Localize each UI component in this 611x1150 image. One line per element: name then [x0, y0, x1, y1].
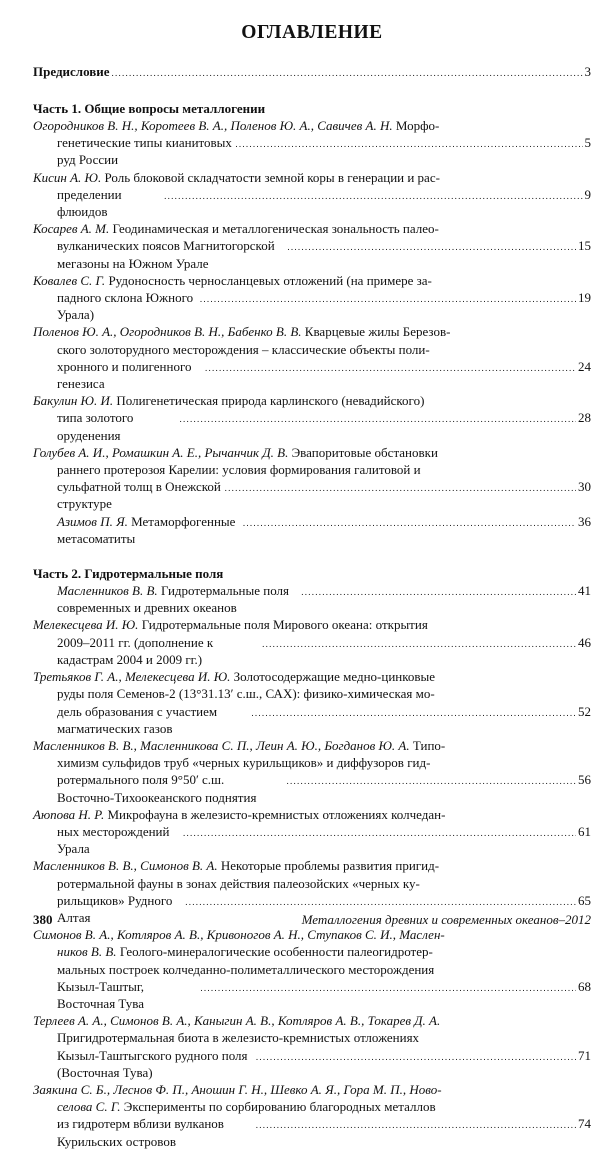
toc-entry	[33, 392, 591, 444]
entry-authors: Огородников В. Н., Коротеев В. А., Поленов Ю. А., Савичев А. Н.	[33, 118, 393, 133]
entry-last-line	[57, 823, 591, 857]
toc-entry	[33, 806, 591, 858]
entry-mid-line	[57, 1029, 591, 1046]
toc-entry	[33, 444, 591, 513]
toc-entry	[33, 169, 591, 221]
entry-page: 41	[578, 583, 591, 599]
entry-first-line	[33, 1012, 591, 1029]
entry-title-end: дель образования с участием магматических газов	[57, 703, 218, 736]
entry-title: Метаморфогенные метасоматиты	[57, 513, 236, 546]
dot-leader	[235, 134, 582, 153]
entry-title-end: 2009–2011 гг. (дополнение к кадастрам 2004 и 2009 гг.)	[57, 634, 214, 667]
entry-title-end: вулканических поясов Магнитогорской мегазоны на Южном Урале	[57, 238, 275, 271]
dot-leader	[164, 186, 582, 205]
toc-entry	[33, 616, 591, 668]
entry-title-end: ротермального поля 9°50′ с.ш. Восточно-Тихоокеанского поднятия	[57, 772, 257, 805]
footer-page-number: 380	[33, 912, 53, 927]
entry-title-cont: ского золоторудного месторождения – классические объекты поли-	[57, 341, 430, 357]
entry-title-start: Геодинамическая и металлогеническая зональность палео-	[109, 221, 439, 237]
entry-first-line	[33, 323, 591, 340]
entry-title-end: генетические типы кианитовых руд России	[57, 135, 232, 168]
dot-leader	[287, 771, 576, 790]
entry-page: 46	[578, 634, 591, 650]
preface-entry	[33, 63, 591, 82]
entry-last-line	[57, 978, 591, 1012]
toc-entry	[33, 668, 591, 737]
entry-mid-line	[57, 875, 591, 892]
entry-title-cont: химизм сульфидов труб «черных курильщиков» и диффузоров гид-	[57, 755, 431, 771]
entry-title-start: Типо-	[409, 737, 446, 753]
toc-entry	[33, 323, 591, 392]
entry-first-line	[33, 1081, 591, 1098]
entry-title-end: ных месторождений Урала	[57, 823, 170, 857]
toc-entry	[33, 1012, 591, 1081]
entry-authors-cont: селова С. Г.	[57, 1099, 121, 1115]
toc-entry	[33, 513, 591, 547]
entry-title-start: Кварцевые жилы Березов-	[301, 324, 451, 340]
preface-label: Предисловие	[33, 64, 110, 79]
dot-leader	[256, 1047, 576, 1066]
entry-title-end: Кызыл-Таштыг, Восточная Тува	[57, 978, 145, 1011]
entry-last-line	[57, 237, 591, 271]
entry-authors: Азимов П. Я.	[57, 513, 128, 529]
entry-page: 68	[578, 978, 591, 994]
entry-last-line	[57, 771, 591, 805]
page-footer	[33, 912, 591, 928]
entry-page: 36	[578, 513, 591, 529]
part-1-entries	[33, 117, 591, 547]
dot-leader	[200, 289, 576, 308]
entry-last-line	[57, 358, 591, 392]
entry-title-start: Эвапоритовые обстановки	[288, 444, 438, 460]
dot-leader	[256, 1115, 576, 1134]
entry-title-cont: раннего протерозоя Карелии: условия формирования галитовой и	[57, 462, 421, 478]
entry-title-end: из гидротерм вблизи вулканов Курильских островов	[57, 1116, 224, 1149]
dot-leader	[200, 978, 576, 997]
toc-entry	[33, 117, 591, 169]
part-2-title: Часть 2. Гидротермальные поля	[33, 566, 224, 582]
toc-entry	[33, 737, 591, 806]
toc-entry	[33, 220, 591, 272]
entry-title-start: Гидротермальные поля Мирового океана: открытия	[138, 617, 428, 633]
dot-leader	[287, 237, 576, 256]
entry-title-cont: Эксперименты по сорбированию благородных металлов	[120, 1099, 436, 1115]
entry-authors-cont: ников В. В.	[57, 944, 117, 960]
entry-title-end: рильщиков» Рудного Алтая	[57, 892, 173, 925]
toc-entry	[33, 582, 591, 616]
entry-title-cont: руды поля Семенов-2 (13°31.13′ с.ш., САХ): физико-химическая мо-	[57, 686, 435, 702]
entry-page: 24	[578, 358, 591, 374]
entry-first-line	[33, 169, 591, 186]
entry-title: Гидротермальные поля современных и древних океанов	[57, 583, 290, 616]
entry-title-start: Рудоносность черносланцевых отложений (на примере за-	[105, 272, 432, 288]
entry-authors: Масленников В. В., Симонов В. А.	[33, 858, 218, 874]
entry-title-cont: ротермальной фауны в зонах действия палеозойских «черных ку-	[57, 875, 420, 891]
dot-leader	[112, 63, 583, 82]
entry-page: 56	[578, 772, 591, 788]
entry-mid-line	[57, 461, 591, 478]
entry-authors: Терлеев А. А., Симонов В. А., Каныгин А. В., Котляров А. В., Токарев Д. А.	[33, 1013, 441, 1029]
entry-title-start: Морфо-	[392, 118, 440, 133]
entry-authors: Косарев А. М.	[33, 221, 110, 237]
entry-mid-line	[57, 685, 591, 702]
entry-last-line	[57, 634, 591, 668]
entry-title-start: Золотосодержащие медно-цинковые	[230, 669, 436, 685]
entry-page: 5	[584, 135, 591, 151]
part-1-title: Часть 1. Общие вопросы металлогении	[33, 101, 266, 116]
entry-mid-line	[57, 754, 591, 771]
entry-page: 19	[578, 290, 591, 306]
entry-page: 74	[578, 1116, 591, 1132]
entry-text	[57, 513, 241, 547]
entry-page: 71	[578, 1047, 591, 1063]
entry-text	[57, 582, 299, 616]
entry-last-line	[57, 582, 591, 616]
dot-leader	[262, 634, 576, 653]
toc-entry	[33, 926, 591, 1012]
entry-title-end: хронного и полигенного генезиса	[57, 358, 192, 392]
entry-page: 61	[578, 823, 591, 839]
entry-mid-line	[57, 943, 591, 960]
entry-first-line	[33, 857, 591, 874]
toc-entry	[33, 1081, 591, 1150]
entry-authors: Мелекесцева И. Ю.	[33, 617, 139, 633]
entry-first-line	[33, 926, 591, 943]
entry-title-start: Роль блоковой складчатости земной коры в генерации и рас-	[101, 169, 440, 185]
entry-title-cont: Пригидротермальная биота в железисто-кремнистых отложениях	[57, 1030, 420, 1046]
entry-title-end: Кызыл-Таштыгского рудного поля (Восточная Тува)	[57, 1047, 248, 1080]
entry-first-line	[33, 444, 591, 461]
entry-last-line	[57, 703, 591, 737]
entry-authors: Заякина С. Б., Леснов Ф. П., Аношин Г. Н., Шевко А. Я., Гора М. П., Ново-	[33, 1081, 442, 1097]
entry-last-line	[57, 186, 591, 220]
entry-last-line	[57, 289, 591, 323]
preface-page: 3	[584, 64, 591, 79]
page-title: ОГЛАВЛЕНИЕ	[241, 22, 383, 43]
entry-mid-line	[57, 1098, 591, 1115]
entry-last-line	[57, 134, 591, 168]
entry-first-line	[33, 737, 591, 754]
entry-last-line	[57, 513, 591, 547]
dot-leader	[243, 513, 576, 532]
entry-authors: Симонов В. А., Котляров А. В., Кривоногов А. Н., Ступаков С. И., Маслен-	[33, 927, 445, 943]
entry-title-end: падного склона Южного Урала)	[57, 290, 194, 323]
entry-title-end: сульфатной толщ в Онежской структуре	[57, 479, 221, 512]
entry-authors: Ковалев С. Г.	[33, 272, 106, 288]
entry-mid-line	[57, 341, 591, 358]
entry-authors: Третьяков Г. А., Мелекесцева И. Ю.	[33, 669, 231, 685]
entry-last-line	[57, 409, 591, 443]
entry-authors: Масленников В. В., Масленникова С. П., Леин А. Ю., Богданов Ю. А.	[33, 737, 410, 753]
toc-entry	[33, 272, 591, 324]
entry-authors: Поленов Ю. А., Огородников В. Н., Бабенко В. В.	[33, 324, 302, 340]
dot-leader	[205, 358, 576, 377]
entry-first-line	[33, 668, 591, 685]
entry-page: 15	[578, 238, 591, 254]
entry-first-line	[33, 616, 591, 633]
entry-first-line	[33, 220, 591, 237]
dot-leader	[251, 703, 576, 722]
entry-mid-line	[57, 961, 591, 978]
entry-authors: Аюпова Н. Р.	[33, 806, 105, 822]
dot-leader	[225, 478, 576, 497]
entry-page: 65	[578, 892, 591, 908]
entry-page: 28	[578, 410, 591, 426]
entry-last-line	[57, 478, 591, 512]
footer-journal-title: Металлогения древних и современных океанов–2012	[301, 912, 591, 927]
dot-leader	[185, 892, 576, 911]
entry-title-cont: мальных построек колчеданно-полиметаллического месторождения	[57, 961, 435, 977]
entry-title-start: Некоторые проблемы развития пригид-	[217, 858, 440, 874]
entry-last-line	[57, 1047, 591, 1081]
dot-leader	[180, 409, 576, 428]
part-2-entries	[33, 582, 591, 1150]
entry-authors: Голубев А. И., Ромашкин А. Е., Рычанчик Д. В.	[33, 444, 289, 460]
entry-title-start: Полигенетическая природа карлинского (невадийского)	[113, 393, 425, 409]
entry-page: 9	[584, 186, 591, 202]
entry-first-line	[33, 117, 591, 134]
entry-authors: Масленников В. В.	[57, 583, 158, 599]
entry-authors: Бакулин Ю. И.	[33, 393, 114, 409]
dot-leader	[183, 823, 576, 842]
dot-leader	[301, 582, 576, 601]
entry-title-start: Микрофауна в железисто-кремнистых отложениях колчедан-	[104, 806, 446, 822]
entry-authors: Кисин А. Ю.	[33, 169, 102, 185]
entry-last-line	[57, 1115, 591, 1149]
entry-first-line	[33, 392, 591, 409]
entry-page: 30	[578, 479, 591, 495]
entry-title-end: пределении флюидов	[57, 186, 122, 220]
entry-page: 52	[578, 703, 591, 719]
entry-title-end: типа золотого оруденения	[57, 410, 134, 443]
entry-title-cont: Геолого-минералогические особенности палеогидротер-	[116, 944, 433, 960]
entry-first-line	[33, 806, 591, 823]
entry-first-line	[33, 272, 591, 289]
